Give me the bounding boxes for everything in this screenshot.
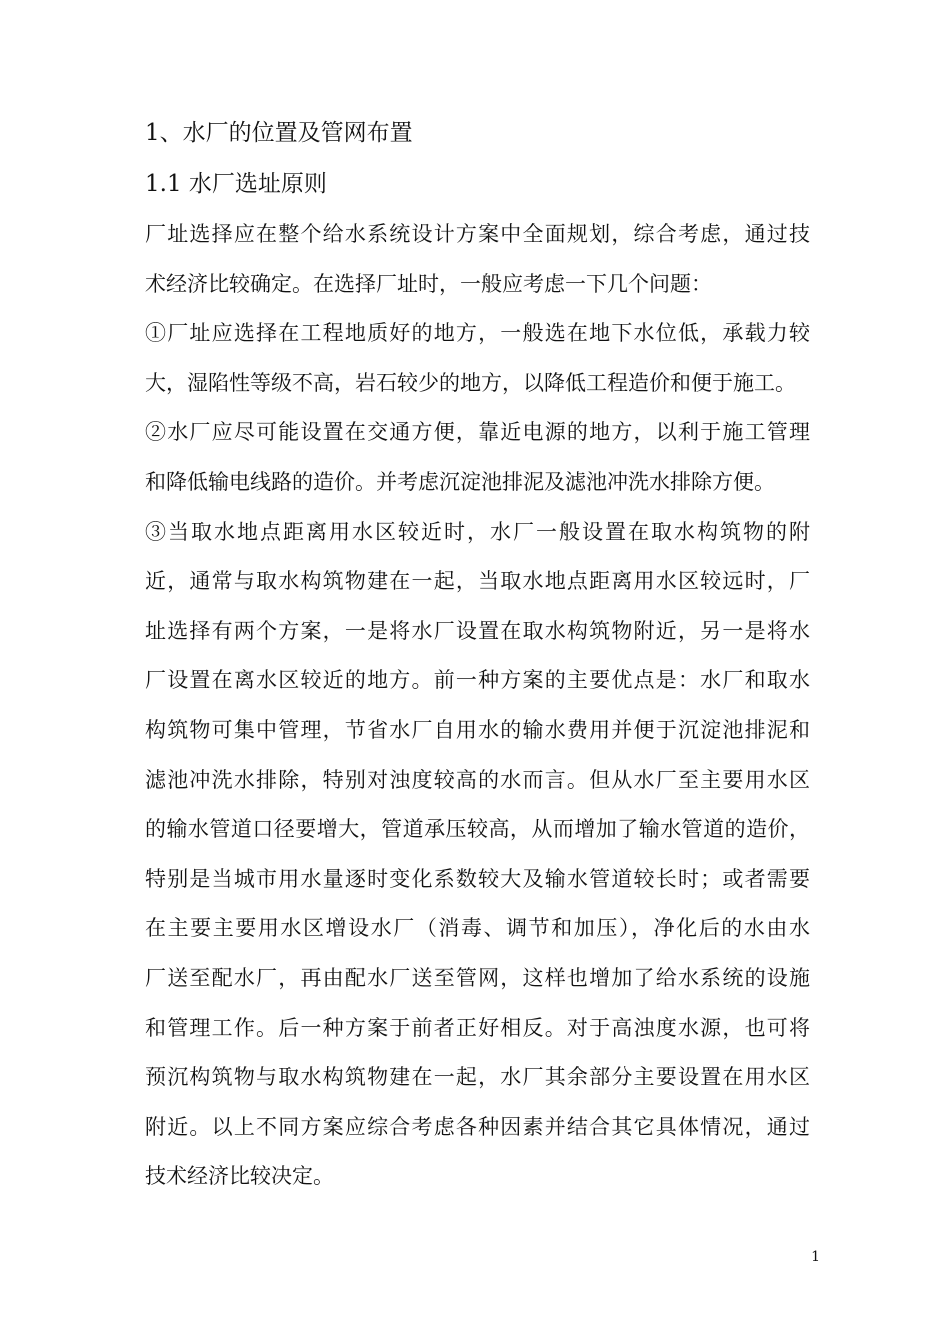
text-line: 滤池冲洗水排除，特别对浊度较高的水而言。但从水厂至主要用水区 <box>145 767 810 792</box>
text-line: 术经济比较确定。在选择厂址时，一般应考虑一下几个问题： <box>145 271 712 296</box>
text-line: 的输水管道口径要增大，管道承压较高，从而增加了输水管道的造价， <box>145 817 810 842</box>
text-line: ③当取水地点距离用水区较近时，水厂一般设置在取水构筑物的附 <box>145 519 810 544</box>
text-line: 和管理工作。后一种方案于前者正好相反。对于高浊度水源，也可将 <box>145 1015 810 1040</box>
text-line: 特别是当城市用水量逐时变化系数较大及输水管道较长时；或者需要 <box>145 866 810 891</box>
text-line: 在主要主要用水区增设水厂（消毒、调节和加压），净化后的水由水 <box>145 916 810 941</box>
text-line: 预沉构筑物与取水构筑物建在一起，水厂其余部分主要设置在用水区 <box>145 1065 810 1090</box>
text-line: ①厂址应选择在工程地质好的地方，一般选在地下水位低，承载力较 <box>145 321 810 346</box>
text-line: 厂址选择应在整个给水系统设计方案中全面规划，综合考虑，通过技 <box>145 222 810 246</box>
section-heading: 1、水厂的位置及管网布置 <box>145 120 413 146</box>
text-line: 址选择有两个方案，一是将水厂设置在取水构筑物附近，另一是将水 <box>145 618 810 643</box>
text-line: 附近。以上不同方案应综合考虑各种因素并结合其它具体情况，通过 <box>145 1114 810 1139</box>
text-line: ②水厂应尽可能设置在交通方便，靠近电源的地方，以利于施工管理 <box>145 420 810 445</box>
subsection-heading: 1.1 水厂选址原则 <box>145 171 327 197</box>
text-line: 和降低输电线路的造价。并考虑沉淀池排泥及滤池冲洗水排除方便。 <box>145 469 775 494</box>
body-text <box>145 218 810 1210</box>
page-number: 1 <box>811 1249 820 1265</box>
text-line: 近，通常与取水构筑物建在一起，当取水地点距离用水区较远时，厂 <box>145 569 810 594</box>
text-line: 技术经济比较决定。 <box>145 1164 334 1189</box>
text-line: 厂送至配水厂，再由配水厂送至管网，这样也增加了给水系统的设施 <box>145 965 810 990</box>
text-line: 厂设置在离水区较近的地方。前一种方案的主要优点是：水厂和取水 <box>145 668 810 693</box>
text-line: 构筑物可集中管理，节省水厂自用水的输水费用并便于沉淀池排泥和 <box>145 717 810 742</box>
text-line: 大，湿陷性等级不高，岩石较少的地方，以降低工程造价和便于施工。 <box>145 370 796 395</box>
